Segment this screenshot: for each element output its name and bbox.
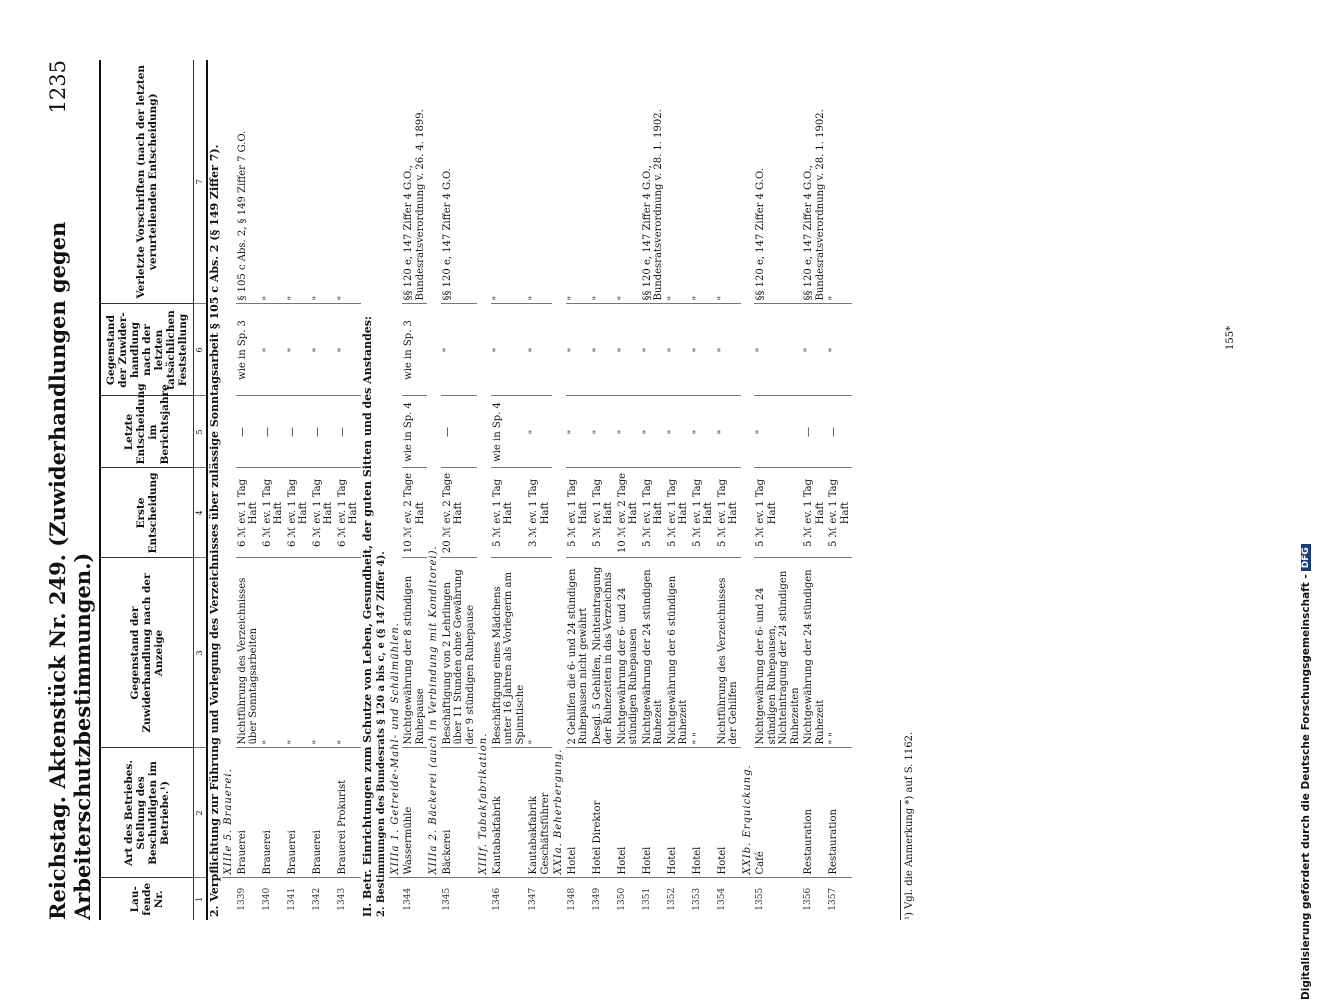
col-num-7: 7 <box>194 60 207 304</box>
section-heading: II. Betr. Einrichtungen zum Schutze von Leben, Gesundheit, der guten Sitten und des Anstandes: <box>360 315 374 917</box>
violations-table <box>101 60 852 920</box>
col-num-6: 6 <box>194 304 207 396</box>
row-number: 1353 <box>691 878 716 920</box>
business-type: Kautabakfabrik <box>491 748 528 878</box>
business-type: Hotel <box>616 748 641 878</box>
violation-subject: 2 Gehilfen die 6- und 24 stündigen Ruhepausen nicht gewährt <box>566 558 591 748</box>
business-type: Hotel <box>666 748 691 878</box>
violation-subject: " <box>286 558 311 748</box>
first-decision: 5 ℳ ev. 1 Tag Haft <box>491 468 528 558</box>
section-heading-row <box>207 60 223 920</box>
table-row <box>311 60 336 920</box>
table-row <box>566 60 591 920</box>
business-type: Hotel <box>716 748 741 878</box>
col-header-4: Erste Entscheidung <box>101 468 194 558</box>
table-row <box>827 60 852 920</box>
violated-regulations: " <box>286 295 298 301</box>
dfg-logo: DFG <box>1301 544 1311 571</box>
last-decision: — <box>286 396 311 468</box>
last-decision: " <box>641 396 666 468</box>
row-number: 1357 <box>827 878 852 920</box>
violation-finding: " <box>754 304 802 396</box>
violation-finding: " <box>566 304 591 396</box>
last-decision: " <box>616 396 641 468</box>
col-header-7: Verletzte Vorschriften (nach der letzten verurteilenden Entscheidung) <box>101 60 194 304</box>
last-decision: " <box>716 396 741 468</box>
running-head <box>45 60 101 920</box>
violation-finding: " <box>716 304 741 396</box>
violated-regulations: " <box>261 295 273 301</box>
page-number: 1235 <box>46 60 70 114</box>
row-number: 1351 <box>641 878 666 920</box>
first-decision: 6 ℳ ev. 1 Tag Haft <box>261 468 286 558</box>
row-number: 1343 <box>336 878 361 920</box>
row-number: 1352 <box>666 878 691 920</box>
violation-subject: Nichtführung des Verzeichnisses über Sonntagsarbeiten <box>236 558 261 748</box>
group-row <box>389 60 403 920</box>
violation-subject: Desgl. 5 Gehilfen, Nichteintragung der Ruhezeiten in das Verzeichnis <box>591 558 616 748</box>
business-type: Brauerei <box>261 748 286 878</box>
col-header-3: Gegenstand der Zuwiderhandlung nach der Anzeige <box>101 558 194 748</box>
table-row <box>802 60 827 920</box>
group-label: XIIIa 1. Getreide-Mahl- und Schälmühlen. <box>389 622 401 875</box>
group-label: XIIIe 5. Brauerei. <box>223 768 235 875</box>
last-decision: wie in Sp. 4 <box>402 396 427 468</box>
violation-finding: " <box>261 304 286 396</box>
business-type: Hotel <box>691 748 716 878</box>
row-number: 1341 <box>286 878 311 920</box>
group-label: XXIb. Erquickung. <box>741 764 753 875</box>
violation-subject: " " <box>827 558 852 748</box>
violation-finding: " <box>527 304 552 396</box>
last-decision: " <box>566 396 591 468</box>
running-head-title: Reichstag. Aktenstück Nr. 249. (Zuwiderhandlungen gegen Arbeiterschutzbestimmungen.) <box>45 221 95 920</box>
business-type: Café <box>754 748 802 878</box>
violation-finding: " <box>666 304 691 396</box>
group-spacer <box>389 878 403 920</box>
violation-subject: Nichtgewährung der 6- und 24 stündigen Ruhepausen <box>616 558 641 748</box>
col-num-4: 4 <box>194 468 207 558</box>
violation-finding: " <box>641 304 666 396</box>
group-label: XXIa. Beherbergung. <box>553 748 565 875</box>
violation-subject: Nichtgewährung der 8 stündigen Ruhepause <box>402 558 427 748</box>
violated-regulations: " <box>828 295 840 301</box>
violation-finding: wie in Sp. 3 <box>402 304 427 396</box>
col-num-5: 5 <box>194 396 207 468</box>
violation-subject: Nichtgewährung der 6- und 24 stündigen Ruhepausen, Nichteintragung der 24 stündigen Ruhezeiten <box>754 558 802 748</box>
last-decision: — <box>827 396 852 468</box>
footnote: ¹) Vgl. die Anmerkung *) auf S. 1162. <box>900 800 915 920</box>
row-number: 1356 <box>802 878 827 920</box>
violated-regulations: " <box>566 295 578 301</box>
last-decision: — <box>441 396 478 468</box>
violated-regulations: " <box>528 295 540 301</box>
violated-regulations: " <box>691 295 703 301</box>
first-decision: 5 ℳ ev. 1 Tag Haft <box>666 468 691 558</box>
col-header-5: Letzte Entscheidung im Berichtsjahre <box>101 396 194 468</box>
violation-finding: " <box>286 304 311 396</box>
group-label: XIIIa 2. Bäckerei (auch in Verbindung mit Konditorei). <box>428 545 440 875</box>
col-header-2: Art des Betriebes. Stellung des Beschuldigten im Betriebe.¹) <box>101 748 194 878</box>
violation-finding: " <box>491 304 528 396</box>
col-num-2: 2 <box>194 748 207 878</box>
last-decision: — <box>261 396 286 468</box>
business-type: Brauerei <box>311 748 336 878</box>
first-decision: 6 ℳ ev. 1 Tag Haft <box>336 468 361 558</box>
section-heading-row <box>361 60 376 920</box>
violation-finding: " <box>691 304 716 396</box>
violation-finding: wie in Sp. 3 <box>236 304 261 396</box>
group-spacer <box>222 878 236 920</box>
violated-regulations: §§ 120 e, 147 Ziffer 4 G.O., Bundesratsverordnung v. 28. 1. 1902. <box>641 109 665 301</box>
digitization-note <box>1300 0 1312 1000</box>
group-label: XIIIf. Tabakfabrikation. <box>478 732 490 875</box>
business-type: Bäckerei <box>441 748 478 878</box>
violation-finding: " <box>827 304 852 396</box>
group-row <box>222 60 236 920</box>
business-type: Hotel <box>641 748 666 878</box>
business-type: Restauration <box>802 748 827 878</box>
column-number-row <box>194 60 207 920</box>
violation-finding: " <box>802 304 827 396</box>
group-row <box>552 60 566 920</box>
row-number: 1354 <box>716 878 741 920</box>
table-row <box>441 60 478 920</box>
first-decision: 5 ℳ ev. 1 Tag Haft <box>591 468 616 558</box>
last-decision: — <box>336 396 361 468</box>
business-type: Hotel <box>566 748 591 878</box>
first-decision: 5 ℳ ev. 1 Tag Haft <box>754 468 802 558</box>
last-decision: " <box>754 396 802 468</box>
violated-regulations: " <box>666 295 678 301</box>
violated-regulations: " <box>591 295 603 301</box>
table-row <box>754 60 802 920</box>
first-decision: 5 ℳ ev. 1 Tag Haft <box>802 468 827 558</box>
violation-subject: " <box>311 558 336 748</box>
first-decision: 5 ℳ ev. 1 Tag Haft <box>566 468 591 558</box>
section-heading: 2. Verpflichtung zur Führung und Vorlegung des Verzeichnisses über zulässige Sonntagsarbeit § 105 c Abs. 2 (§ 149 Ziffer 7). <box>207 144 221 917</box>
first-decision: 6 ℳ ev. 1 Tag Haft <box>236 468 261 558</box>
row-number: 1339 <box>236 878 261 920</box>
violation-finding: " <box>591 304 616 396</box>
table-row <box>402 60 427 920</box>
table-row <box>591 60 616 920</box>
business-type: Brauerei <box>286 748 311 878</box>
violation-subject: Nichtgewährung der 24 stündigen Ruhezeit <box>641 558 666 748</box>
violated-regulations: " <box>616 295 628 301</box>
first-decision: 10 ℳ ev. 2 Tage Haft <box>402 468 427 558</box>
table-row <box>261 60 286 920</box>
first-decision: 20 ℳ ev. 2 Tage Haft <box>441 468 478 558</box>
violation-finding: " <box>311 304 336 396</box>
violation-subject: Nichtführung des Verzeichnisses der Gehilfen <box>716 558 741 748</box>
first-decision: 6 ℳ ev. 1 Tag Haft <box>311 468 336 558</box>
last-decision: — <box>802 396 827 468</box>
table-row <box>691 60 716 920</box>
violation-subject: " <box>336 558 361 748</box>
violation-finding: " <box>336 304 361 396</box>
row-number: 1350 <box>616 878 641 920</box>
row-number: 1355 <box>754 878 802 920</box>
row-number: 1344 <box>402 878 427 920</box>
violated-regulations: §§ 120 e, 147 Ziffer 4 G.O., Bundesratsverordnung v. 26. 4. 1899. <box>403 109 426 301</box>
table-row <box>236 60 261 920</box>
subsection-heading-row <box>375 60 389 920</box>
folio: 155* <box>1225 325 1236 350</box>
violated-regulations: " <box>311 295 323 301</box>
group-spacer <box>477 878 491 920</box>
violation-subject: Nichtgewährung der 24 stündigen Ruhezeit <box>802 558 827 748</box>
last-decision: " <box>527 396 552 468</box>
table-row <box>286 60 311 920</box>
group-row <box>477 60 491 920</box>
table-body <box>207 60 853 920</box>
col-num-1: 1 <box>194 878 207 920</box>
business-type: Hotel Direktor <box>591 748 616 878</box>
last-decision: " <box>591 396 616 468</box>
header-row <box>101 60 194 920</box>
last-decision: " <box>666 396 691 468</box>
violated-regulations: §§ 120 e, 147 Ziffer 4 G.O. <box>755 168 767 301</box>
group-spacer <box>552 878 566 920</box>
business-type: Wassermühle <box>402 748 427 878</box>
violation-subject: " <box>527 558 552 748</box>
first-decision: 5 ℳ ev. 1 Tag Haft <box>827 468 852 558</box>
business-type: Kautabakfabrik Geschäftsführer <box>527 748 552 878</box>
violated-regulations: §§ 120 e, 147 Ziffer 4 G.O., Bundesratsverordnung v. 28. 1. 1902. <box>803 109 826 301</box>
row-number: 1347 <box>527 878 552 920</box>
last-decision: — <box>311 396 336 468</box>
business-type: Brauerei Prokurist <box>336 748 361 878</box>
violation-subject: Beschäftigung von 2 Lehrlingen über 11 Stunden ohne Gewährung der 9 stündigen Ruhepause <box>441 558 478 748</box>
violated-regulations: " <box>491 295 503 301</box>
first-decision: 5 ℳ ev. 1 Tag Haft <box>641 468 666 558</box>
first-decision: 10 ℳ ev. 2 Tage Haft <box>616 468 641 558</box>
row-number: 1340 <box>261 878 286 920</box>
group-spacer <box>427 878 441 920</box>
business-type: Brauerei <box>236 748 261 878</box>
table-row <box>336 60 361 920</box>
table-row <box>641 60 666 920</box>
first-decision: 6 ℳ ev. 1 Tag Haft <box>286 468 311 558</box>
business-type: Restauration <box>827 748 852 878</box>
violation-finding: " <box>441 304 478 396</box>
table-row <box>666 60 691 920</box>
last-decision: " <box>691 396 716 468</box>
row-number: 1342 <box>311 878 336 920</box>
digitization-text: Digitalisierung gefördert durch die Deutsche Forschungsgemeinschaft - <box>1300 574 1312 1000</box>
table-row <box>616 60 641 920</box>
table-row <box>716 60 741 920</box>
first-decision: 3 ℳ ev. 1 Tag Haft <box>527 468 552 558</box>
violated-regulations: §§ 120 e, 147 Ziffer 4 G.O. <box>441 168 453 301</box>
col-header-6: Gegenstand der Zuwiderhandlung nach der letzten tatsächlichen Feststellung <box>101 304 194 396</box>
violation-subject: " <box>261 558 286 748</box>
col-header-1: Laufende Nr. <box>101 878 194 920</box>
violation-subject: Beschäftigung eines Mädchens unter 16 Jahren als Vorlegerin am Spinntische <box>491 558 528 748</box>
row-number: 1349 <box>591 878 616 920</box>
violation-subject: Nichtgewährung der 6 stündigen Ruhezeit <box>666 558 691 748</box>
row-number: 1348 <box>566 878 591 920</box>
violation-subject: " " <box>691 558 716 748</box>
page-content <box>45 60 852 920</box>
table-row <box>527 60 552 920</box>
group-row <box>741 60 755 920</box>
row-number: 1346 <box>491 878 528 920</box>
violated-regulations: " <box>716 295 728 301</box>
col-num-3: 3 <box>194 558 207 748</box>
first-decision: 5 ℳ ev. 1 Tag Haft <box>716 468 741 558</box>
last-decision: wie in Sp. 4 <box>491 396 528 468</box>
group-row <box>427 60 441 920</box>
subsection-heading: 2. Bestimmungen des Bundesrats § 120 a bis c, e (§ 147 Ziffer 4). <box>376 551 388 917</box>
group-spacer <box>741 878 755 920</box>
first-decision: 5 ℳ ev. 1 Tag Haft <box>691 468 716 558</box>
violated-regulations: " <box>336 295 348 301</box>
row-number: 1345 <box>441 878 478 920</box>
table-row <box>491 60 528 920</box>
violation-finding: " <box>616 304 641 396</box>
violated-regulations: § 105 c Abs. 2, § 149 Ziffer 7 G.O. <box>236 130 248 301</box>
last-decision: — <box>236 396 261 468</box>
